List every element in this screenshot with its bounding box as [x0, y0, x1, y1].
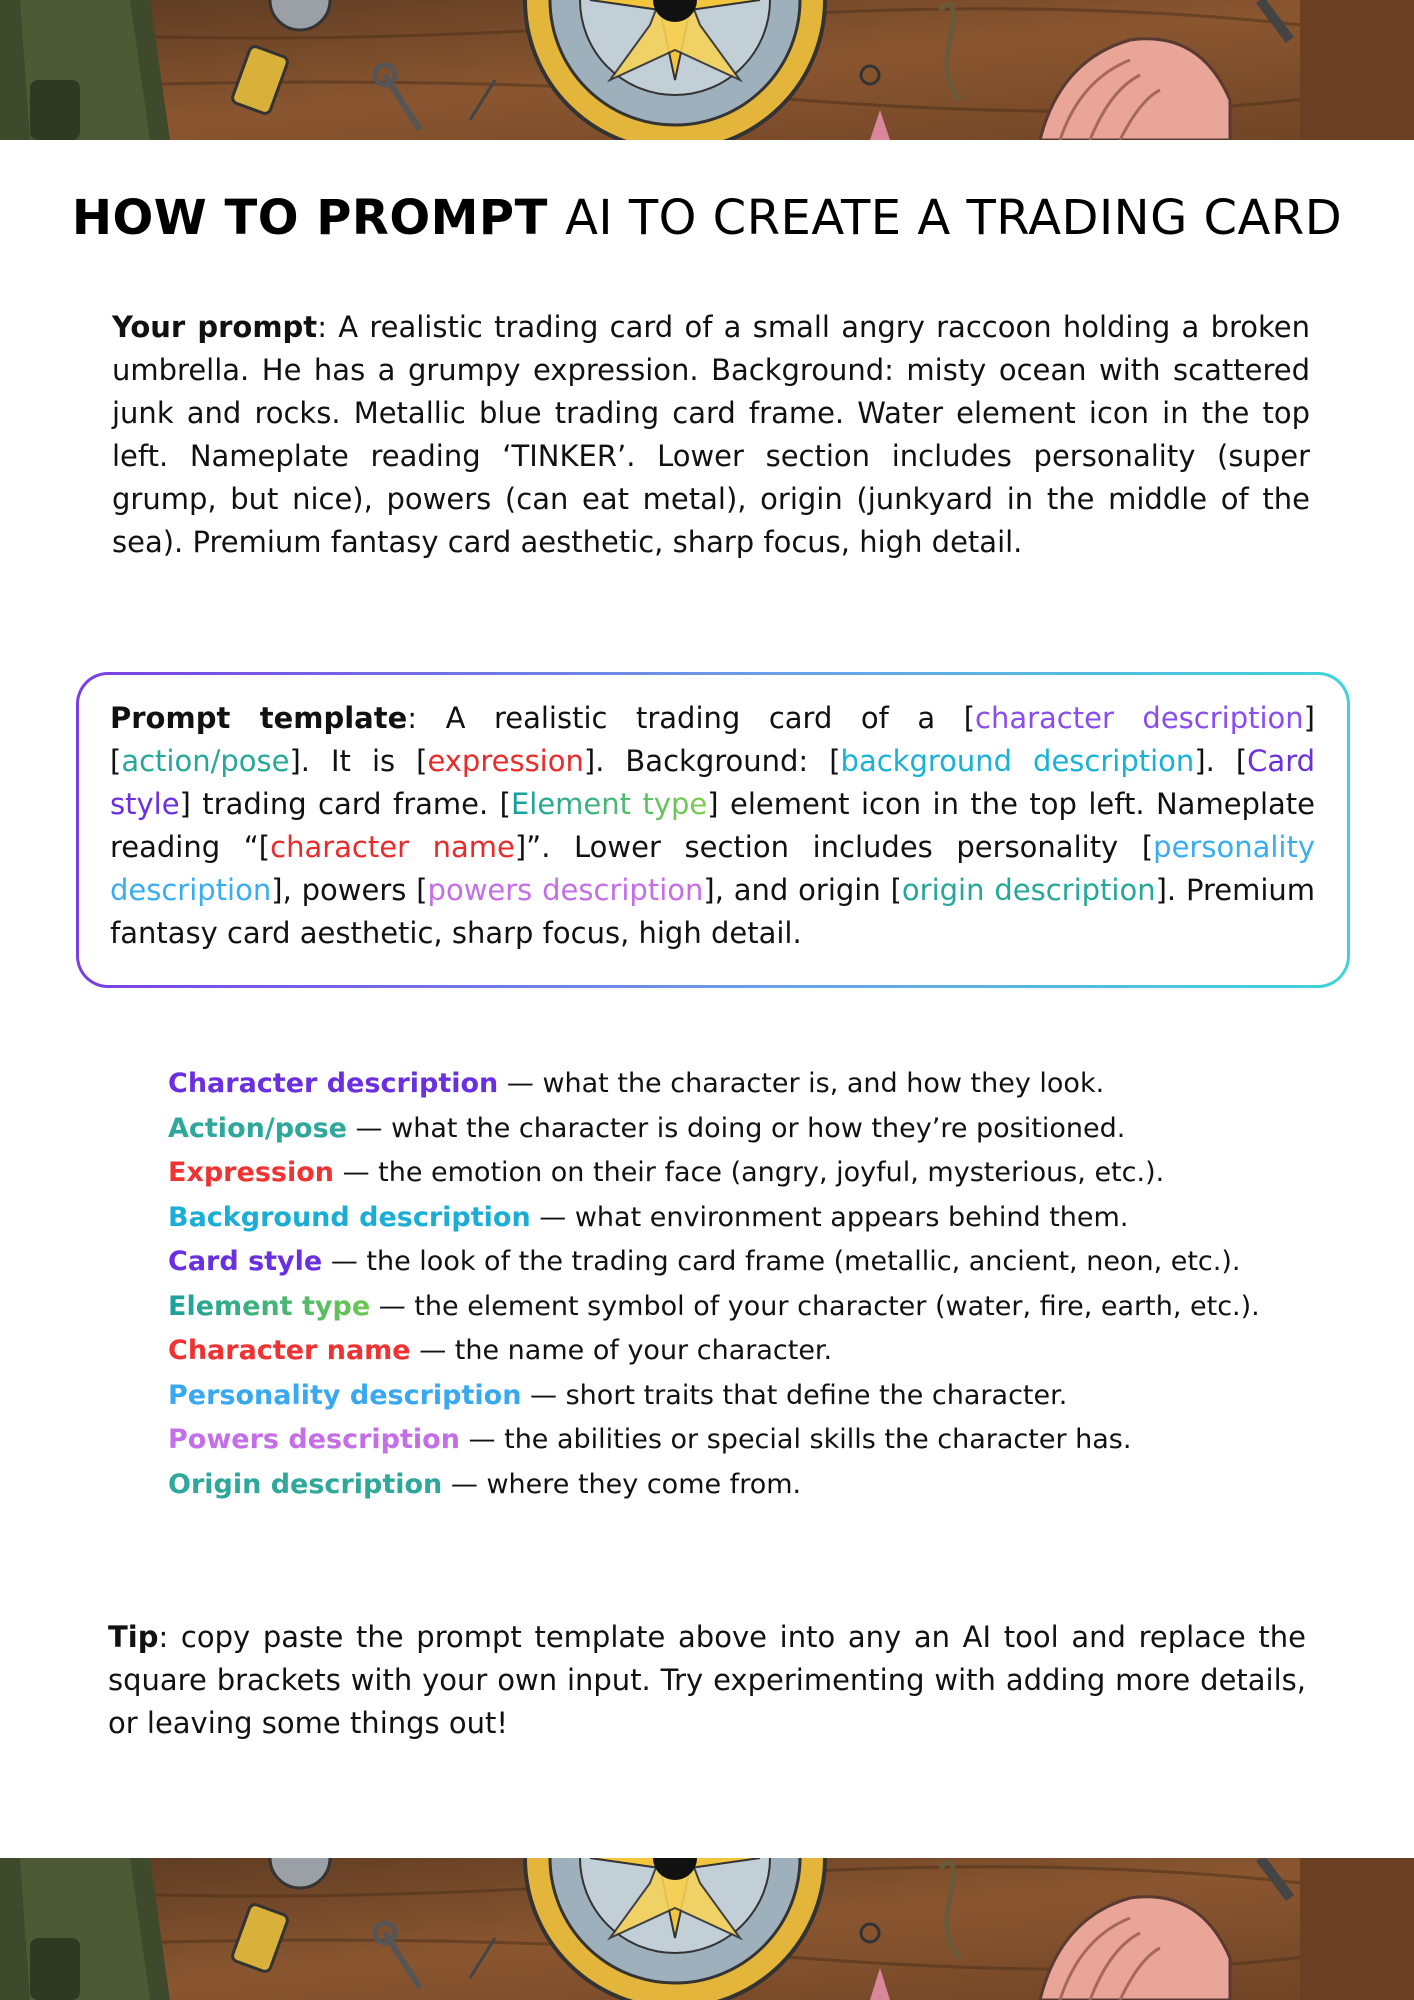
definitions-list [168, 1062, 1328, 1507]
tip-label: Tip [108, 1620, 159, 1654]
definition-item [168, 1151, 1328, 1196]
tip-text: : copy paste the prompt template above into any an AI tool and replace the square brackets with your own input. Try experimenting with adding more details, or leaving some things out! [108, 1620, 1306, 1740]
template-text: ]. Premium fantasy card aesthetic, sharp focus, high detail. [110, 873, 1316, 950]
definition-desc: — what environment appears behind them. [530, 1201, 1129, 1233]
definition-desc: — the name of your character. [410, 1335, 833, 1366]
placeholder-expression: expression [427, 744, 584, 778]
definition-term: Origin description [168, 1468, 443, 1500]
template-text: ]. Background: [ [583, 744, 841, 778]
template-text: ]. [ [1194, 744, 1248, 778]
definition-term: Character description [168, 1068, 499, 1099]
definition-desc: — what the character is, and how they look. [498, 1068, 1105, 1099]
definition-desc: — the abilities or special skills the character has. [459, 1424, 1132, 1455]
placeholder-origin-description: origin description [901, 873, 1156, 907]
title-rest: AI TO CREATE A TRADING CARD [565, 190, 1343, 246]
title-bold: HOW TO PROMPT [71, 190, 548, 246]
definition-term: Card style [168, 1246, 323, 1277]
example-prompt-paragraph [112, 306, 1310, 564]
definition-desc: — the emotion on their face (angry, joyful, mysterious, etc.). [333, 1157, 1165, 1188]
definition-item [168, 1374, 1328, 1419]
prompt-template-inner [79, 675, 1347, 985]
bottom-banner-illustration [0, 1858, 1414, 2000]
tip-paragraph [108, 1616, 1306, 1745]
definition-desc: — what the character is doing or how they’re positioned. [346, 1112, 1126, 1144]
placeholder-background-description: background description [840, 744, 1195, 778]
template-text: ]”. Lower section includes personality [ [514, 830, 1154, 864]
placeholder-personality-description: personality description [110, 830, 1315, 907]
definition-term: Background description [168, 1201, 531, 1233]
definition-term: Personality description [168, 1379, 522, 1411]
definition-term: Character name [168, 1335, 411, 1366]
desk-illustration [0, 1858, 1414, 2000]
placeholder-character-description: character description [975, 701, 1304, 735]
template-text: ], and origin [ [703, 873, 902, 907]
template-text: ] [ [110, 701, 1315, 778]
template-label: Prompt template [110, 701, 408, 735]
definition-item [168, 1240, 1328, 1285]
placeholder-card-style: Card style [110, 744, 1316, 821]
prompt-template-paragraph [110, 697, 1315, 955]
definition-item [168, 1196, 1328, 1241]
definition-item [168, 1107, 1328, 1152]
page-title [0, 190, 1414, 246]
definition-desc: — short traits that define the character. [521, 1379, 1068, 1411]
definition-desc: — the look of the trading card frame (metallic, ancient, neon, etc.). [322, 1246, 1241, 1277]
template-text: ]. It is [ [289, 744, 428, 778]
definition-term: Powers description [168, 1424, 460, 1455]
placeholder-action-pose: action/pose [121, 744, 290, 778]
template-text: ], powers [ [271, 873, 428, 907]
template-text: ] trading card frame. [ [179, 787, 511, 821]
definition-item [168, 1418, 1328, 1463]
definition-item [168, 1062, 1328, 1107]
placeholder-character-name: character name [270, 830, 515, 864]
template-text: ] element icon in the top left. Nameplate reading “[ [110, 787, 1315, 864]
top-banner-illustration [0, 0, 1414, 140]
definition-item [168, 1285, 1328, 1330]
your-prompt-text: : A realistic trading card of a small angry raccoon holding a broken umbrella. He has a grumpy expression. Background: misty ocean with scattered junk and rocks. Metallic blue trading card frame. Water element icon in the top left. Nameplate reading ‘TINKER’. Lower section includes personality (super grump, but nice), powers (can eat metal), origin (junkyard in the middle of the sea). Premium fantasy card aesthetic, sharp focus, high detail. [112, 310, 1310, 559]
definition-item [168, 1463, 1328, 1508]
template-text: : A realistic trading card of a [ [407, 701, 976, 735]
definition-desc: — the element symbol of your character (water, fire, earth, etc.). [370, 1290, 1260, 1322]
placeholder-element-type: Element type [510, 787, 708, 821]
definition-desc: — where they come from. [442, 1468, 802, 1500]
definition-item [168, 1329, 1328, 1374]
desk-illustration [0, 0, 1414, 140]
your-prompt-label: Your prompt [112, 310, 318, 344]
definition-term: Expression [168, 1157, 334, 1188]
placeholder-powers-description: powers description [427, 873, 704, 907]
definition-term: Element type [168, 1290, 371, 1322]
prompt-template-box [76, 672, 1350, 988]
definition-term: Action/pose [168, 1112, 347, 1144]
